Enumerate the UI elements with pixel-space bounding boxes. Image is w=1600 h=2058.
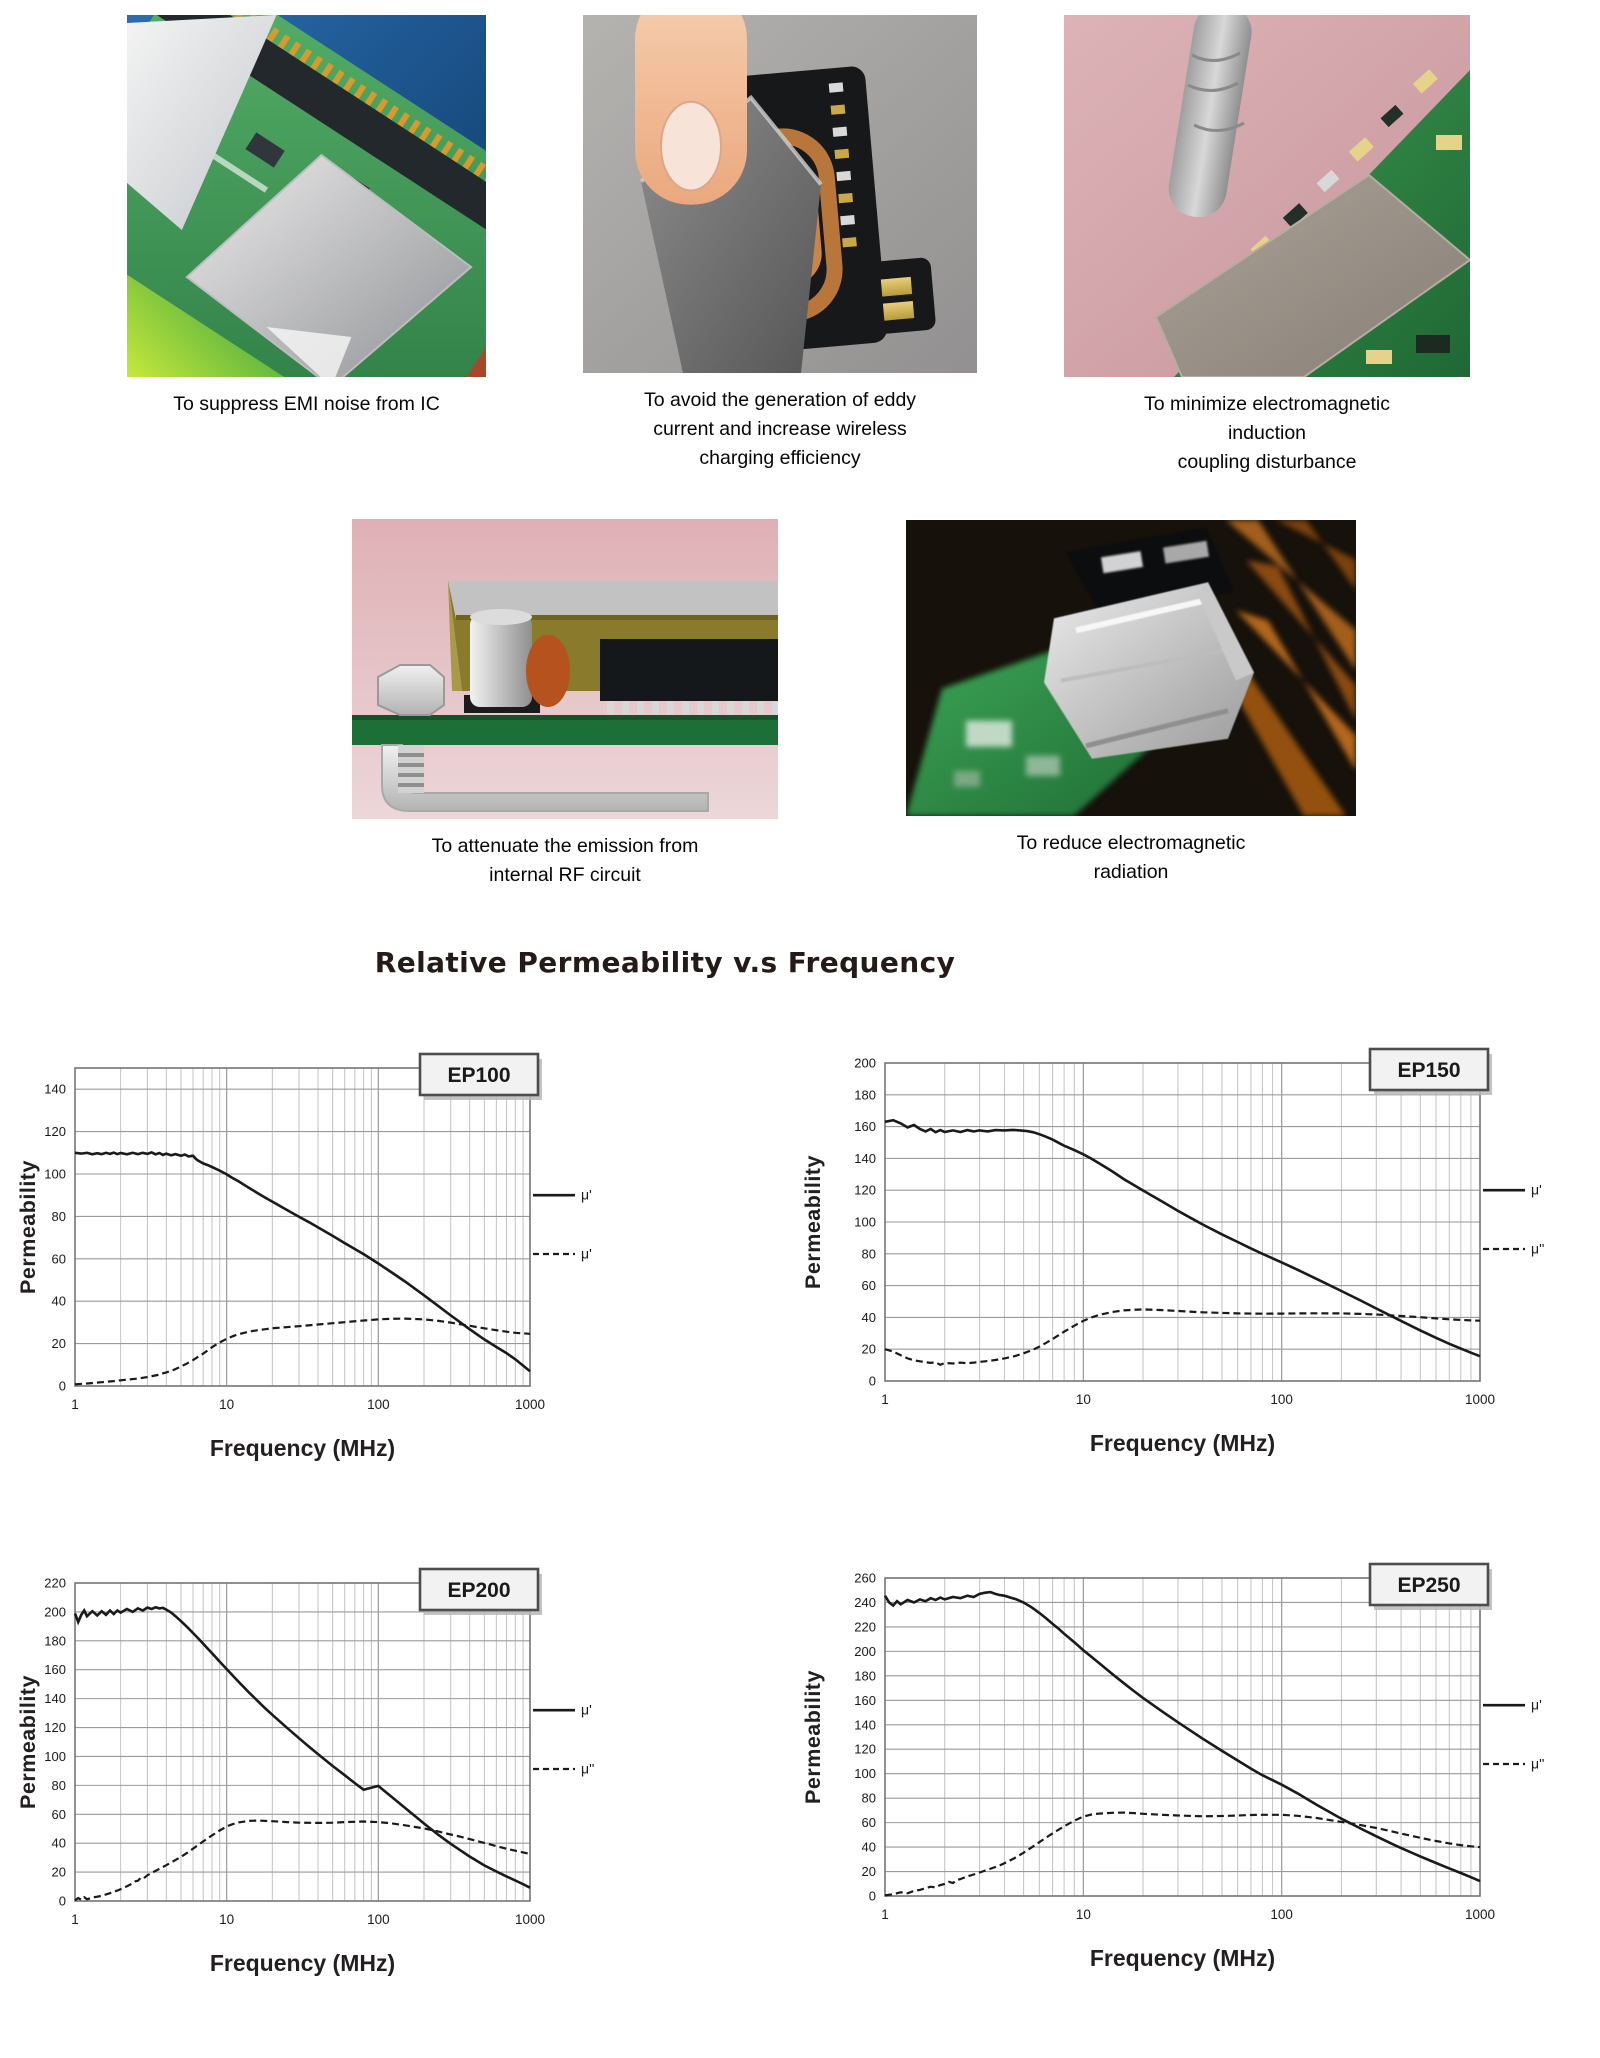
y-tick-label: 100	[44, 1166, 66, 1182]
fingernail	[661, 102, 721, 191]
series-label: EP150	[1397, 1059, 1461, 1082]
chart-svg-ep250	[800, 1540, 1570, 1995]
y-tick-label: 160	[854, 1119, 876, 1135]
chart-svg-ep100	[15, 1030, 785, 1485]
charts-section-title: Relative Permeability v.s Frequency	[374, 946, 956, 979]
legend-label: μ'	[1531, 1181, 1542, 1198]
y-tick-label: 40	[861, 1309, 876, 1325]
y-axis-label: Permeability	[801, 1155, 825, 1289]
y-tick-label: 60	[51, 1251, 66, 1267]
x-tick-label: 10	[219, 1912, 235, 1927]
caption-line: induction	[1227, 421, 1307, 444]
x-tick-label: 1000	[1464, 1907, 1496, 1922]
caption-line: radiation	[1093, 860, 1169, 883]
legend-label: μ''	[1531, 1755, 1545, 1772]
photo-suppress-emi-illustration	[127, 15, 486, 377]
ic-chip	[600, 639, 778, 701]
photo-induction-coupling	[1064, 15, 1470, 377]
y-axis-label: Permeability	[16, 1675, 40, 1809]
gold-pad	[881, 277, 912, 297]
y-tick-label: 100	[44, 1748, 66, 1764]
photo-wireless-charging-illustration	[583, 15, 977, 373]
legend-label: μ''	[1531, 1240, 1545, 1257]
gold-pad	[883, 301, 914, 321]
x-tick-label: 100	[367, 1912, 390, 1927]
x-axis-label: Frequency (MHz)	[209, 1950, 396, 1976]
chart-svg-ep200	[15, 1545, 785, 2000]
x-axis-label: Frequency (MHz)	[1089, 1945, 1276, 1971]
ic-pins	[604, 701, 778, 716]
y-tick-label: 180	[854, 1087, 876, 1103]
y-tick-label: 200	[854, 1643, 876, 1659]
y-tick-label: 60	[861, 1815, 876, 1831]
caption-em-radiation	[906, 829, 1356, 887]
plot-area	[75, 1068, 530, 1386]
x-tick-label: 1	[881, 1907, 889, 1922]
plot-area	[885, 1578, 1480, 1896]
y-tick-label: 0	[58, 1893, 66, 1909]
mu-double-prime-curve	[75, 1821, 530, 1901]
y-tick-label: 120	[854, 1741, 876, 1757]
x-tick-label: 1	[71, 1397, 79, 1412]
y-tick-label: 180	[854, 1668, 876, 1684]
y-tick-label: 220	[44, 1575, 66, 1591]
caption-line: charging efficiency	[699, 446, 861, 469]
y-tick-label: 0	[58, 1378, 66, 1394]
photo-wireless-charging	[583, 15, 977, 373]
caption-line: To attenuate the emission from	[431, 835, 699, 857]
legend-label: μ'	[1531, 1696, 1542, 1713]
photo-rf-emission-illustration	[352, 519, 778, 819]
y-tick-label: 220	[854, 1619, 876, 1635]
finger	[635, 15, 747, 205]
chart-ep250	[800, 1540, 1570, 1995]
y-tick-label: 80	[51, 1208, 66, 1224]
x-tick-label: 1000	[514, 1912, 546, 1927]
x-tick-label: 10	[1075, 1392, 1091, 1407]
x-tick-label: 10	[219, 1397, 235, 1412]
y-tick-label: 60	[51, 1806, 66, 1822]
y-tick-label: 260	[854, 1570, 876, 1586]
y-tick-label: 20	[861, 1341, 876, 1357]
y-tick-label: 20	[861, 1864, 876, 1880]
caption-induction-coupling	[1064, 390, 1470, 477]
caption-line: To suppress EMI noise from IC	[173, 393, 440, 415]
y-tick-label: 40	[51, 1835, 66, 1851]
y-tick-label: 120	[44, 1124, 66, 1140]
legend-label: μ'	[581, 1701, 592, 1718]
y-tick-label: 140	[854, 1150, 876, 1166]
x-axis-label: Frequency (MHz)	[1089, 1430, 1276, 1456]
application-figure-induction-coupling	[1064, 15, 1470, 477]
y-tick-label: 140	[854, 1717, 876, 1733]
y-tick-label: 100	[854, 1214, 876, 1230]
mu-prime-curve	[75, 1152, 530, 1371]
y-tick-label: 140	[44, 1691, 66, 1707]
photo-em-radiation-illustration	[906, 520, 1356, 816]
x-tick-label: 1000	[1464, 1392, 1496, 1407]
series-label: EP100	[447, 1064, 511, 1087]
electrolytic-capacitor	[470, 615, 532, 707]
caption-suppress-emi	[127, 390, 486, 419]
y-tick-label: 40	[861, 1839, 876, 1855]
y-tick-label: 0	[868, 1888, 876, 1904]
mu-prime-curve	[885, 1120, 1480, 1356]
y-tick-label: 200	[854, 1055, 876, 1071]
y-axis-label: Permeability	[801, 1670, 825, 1804]
x-tick-label: 100	[1270, 1392, 1293, 1407]
chart-svg-ep150	[800, 1025, 1570, 1480]
mu-double-prime-curve	[75, 1319, 530, 1385]
caption-rf-emission	[352, 832, 778, 890]
legend-label: μ'	[581, 1186, 592, 1203]
y-tick-label: 80	[861, 1790, 876, 1806]
caption-line: To minimize electromagnetic	[1143, 393, 1390, 415]
y-tick-label: 20	[51, 1864, 66, 1880]
application-figure-wireless-charging	[583, 15, 977, 473]
y-tick-label: 120	[44, 1720, 66, 1736]
y-tick-label: 100	[854, 1766, 876, 1782]
series-label: EP200	[447, 1579, 511, 1602]
y-tick-label: 80	[861, 1246, 876, 1262]
y-tick-label: 140	[44, 1081, 66, 1097]
bolt-head	[378, 665, 444, 715]
chart-ep200	[15, 1545, 785, 2000]
caption-line: To reduce electromagnetic	[1016, 832, 1246, 854]
chart-ep100	[15, 1030, 785, 1485]
legend-label: μ'	[581, 1245, 592, 1262]
y-tick-label: 20	[51, 1336, 66, 1352]
photo-rf-emission	[352, 519, 778, 819]
caption-wireless-charging	[583, 386, 977, 473]
y-tick-label: 160	[44, 1662, 66, 1678]
photo-suppress-emi-noise	[127, 15, 486, 377]
y-tick-label: 80	[51, 1777, 66, 1793]
x-tick-label: 10	[1075, 1907, 1091, 1922]
chart-ep150	[800, 1025, 1570, 1480]
x-tick-label: 1000	[514, 1397, 546, 1412]
caption-line: To avoid the generation of eddy	[643, 389, 917, 411]
x-tick-label: 100	[367, 1397, 390, 1412]
mu-prime-curve	[885, 1592, 1480, 1881]
x-tick-label: 1	[881, 1392, 889, 1407]
legend-label: μ''	[581, 1760, 595, 1777]
mu-prime-curve	[75, 1607, 530, 1887]
y-tick-label: 180	[44, 1633, 66, 1649]
y-axis-label: Permeability	[16, 1160, 40, 1294]
x-tick-label: 100	[1270, 1907, 1293, 1922]
x-axis-label: Frequency (MHz)	[209, 1435, 396, 1461]
x-tick-label: 1	[71, 1912, 79, 1927]
photo-induction-coupling-illustration	[1064, 15, 1470, 377]
application-figure-suppress-emi	[127, 15, 486, 419]
application-figure-rf-emission	[352, 519, 778, 890]
y-tick-label: 240	[854, 1594, 876, 1610]
application-figure-em-radiation	[906, 520, 1356, 887]
y-tick-label: 60	[861, 1278, 876, 1294]
y-tick-label: 200	[44, 1604, 66, 1620]
y-tick-label: 0	[868, 1373, 876, 1389]
caption-line: internal RF circuit	[489, 863, 641, 886]
y-tick-label: 40	[51, 1293, 66, 1309]
y-tick-label: 160	[854, 1692, 876, 1708]
y-tick-label: 120	[854, 1182, 876, 1198]
series-label: EP250	[1397, 1574, 1461, 1597]
caption-line: coupling disturbance	[1177, 450, 1357, 473]
mu-double-prime-curve	[885, 1813, 1480, 1896]
caption-line: current and increase wireless	[653, 417, 907, 440]
orange-component	[526, 635, 570, 707]
photo-em-radiation	[906, 520, 1356, 816]
